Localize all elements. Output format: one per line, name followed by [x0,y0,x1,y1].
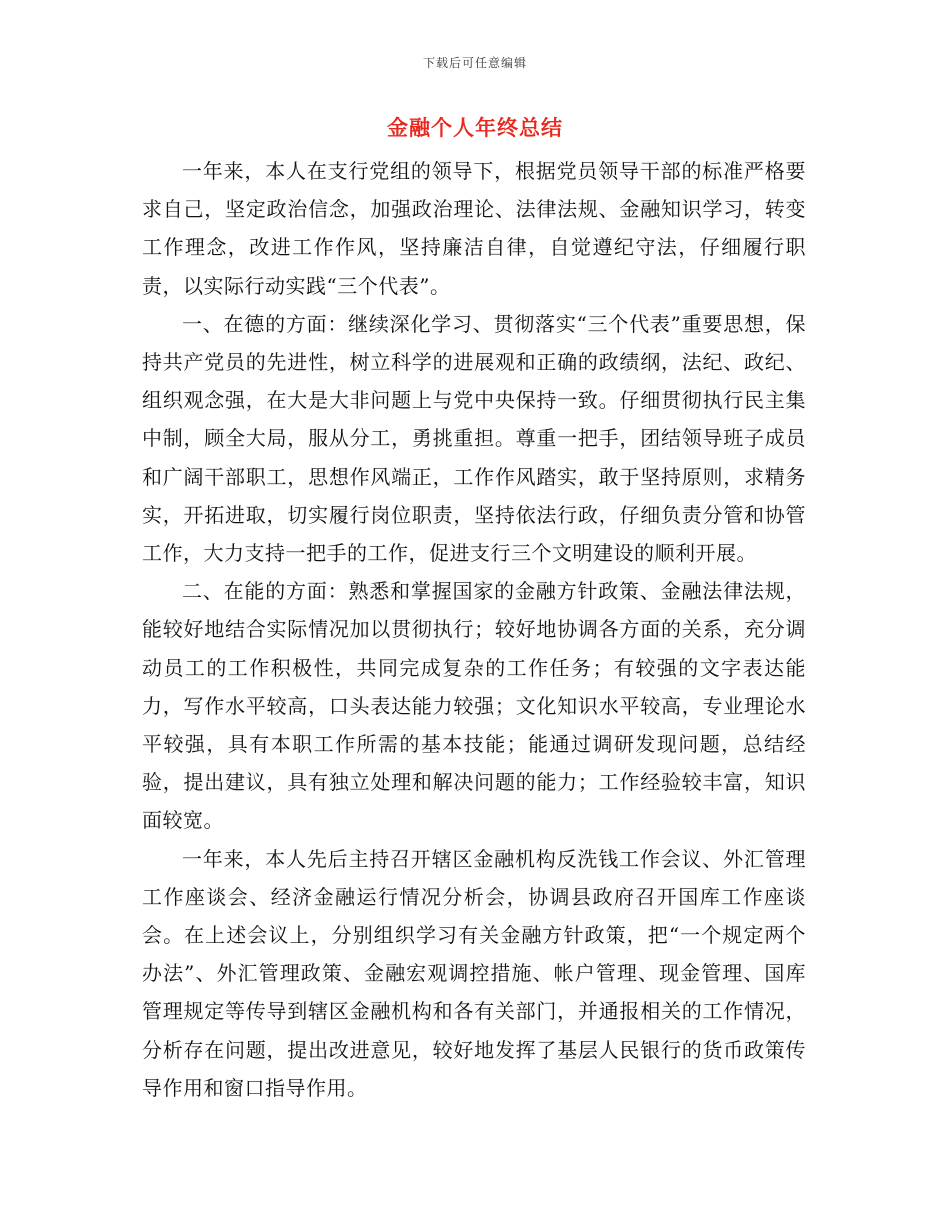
document-body [142,152,806,1107]
paragraph-morality: 一、在德的方面：继续深化学习、贯彻落实“三个代表”重要思想，保持共产党员的先进性，树立科学的进展观和正确的政绩纲，法纪、政纪、组织观念强，在大是大非问题上与党中央保持一致。仔细贯彻执行民主集中制，顾全大局，服从分工，勇挑重担。尊重一把手，团结领导班子成员和广阔干部职工，思想作风端正，工作作风踏实，敢于坚持原则，求精务实，开拓进取，切实履行岗位职责，坚持依法行政，仔细负责分管和协管工作，大力支持一把手的工作，促进支行三个文明建设的顺利开展。 [142,311,806,566]
paragraph-meetings: 一年来，本人先后主持召开辖区金融机构反洗钱工作会议、外汇管理工作座谈会、经济金融运行情况分析会，协调县政府召开国库工作座谈会。在上述会议上，分别组织学习有关金融方针政策，把“一个规定两个办法”、外汇管理政策、金融宏观调控措施、帐户管理、现金管理、国库管理规定等传导到辖区金融机构和各有关部门，并通报相关的工作情况，分析存在问题，提出改进意见，较好地发挥了基层人民银行的货币政策传导作用和窗口指导作用。 [142,846,806,1100]
paragraph-intro: 一年来，本人在支行党组的领导下，根据党员领导干部的标准严格要求自己，坚定政治信念，加强政治理论、法律法规、金融知识学习，转变工作理念，改进工作作风，坚持廉洁自律，自觉遵纪守法，仔细履行职责，以实际行动实践“三个代表”。 [142,159,806,298]
header-note: 下载后可任意编辑 [422,56,527,70]
paragraph-ability: 二、在能的方面：熟悉和掌握国家的金融方针政策、金融法律法规，能较好地结合实际情况加以贯彻执行；较好地协调各方面的关系，充分调动员工的工作积极性，共同完成复杂的工作任务；有较强的文字表达能力，写作水平较高，口头表达能力较强；文化知识水平较高，专业理论水平较强，具有本职工作所需的基本技能；能通过调研发现问题，总结经验，提出建议，具有独立处理和解决问题的能力；工作经验较丰富，知识面较宽。 [142,579,806,833]
document-title: 金融个人年终总结 [387,115,563,140]
